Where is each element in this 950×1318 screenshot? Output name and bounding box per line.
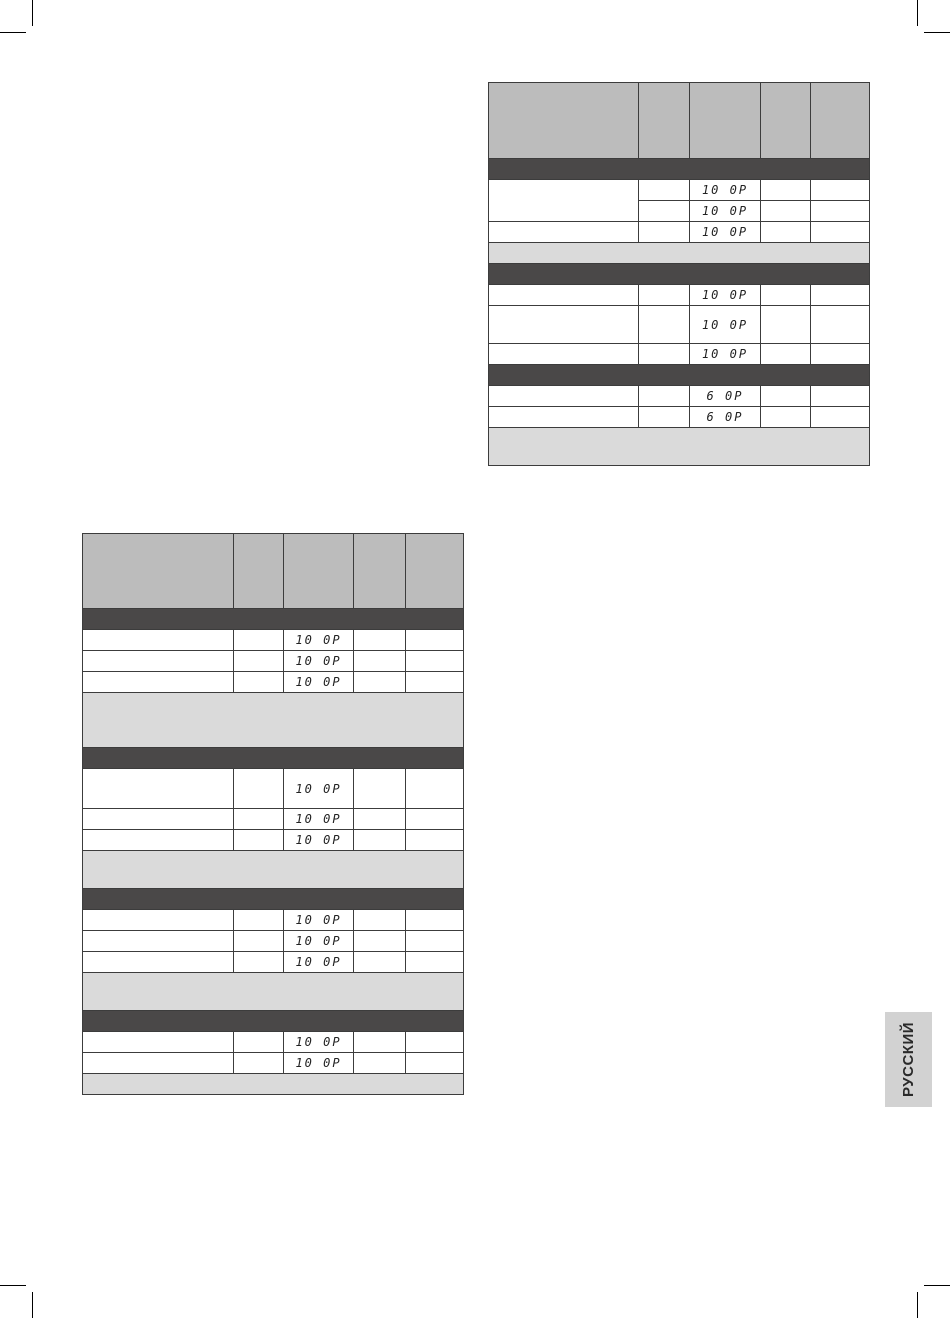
program-table-left (82, 533, 464, 1095)
section-row (489, 159, 870, 180)
note-row (489, 243, 870, 264)
lcd-display: 10 0P (284, 630, 354, 651)
table-header (83, 534, 464, 609)
lcd-display: 10 0P (284, 830, 354, 851)
lcd-display: 10 0P (284, 931, 354, 952)
section-row (489, 264, 870, 285)
section-row (83, 1011, 464, 1032)
crop-mark-bottom-right-h (924, 1285, 950, 1286)
note-row (83, 851, 464, 889)
lcd-display: 10 0P (284, 809, 354, 830)
section-row (83, 889, 464, 910)
lcd-display: 10 0P (690, 222, 761, 243)
note-row (489, 428, 870, 466)
lcd-display: 6 0P (690, 407, 761, 428)
crop-mark-bottom-left (32, 1292, 33, 1318)
table-row (489, 386, 870, 407)
note-row (83, 973, 464, 1011)
lcd-display: 10 0P (690, 285, 761, 306)
table-row (489, 222, 870, 243)
crop-mark-top-left (32, 0, 33, 26)
lcd-display: 10 0P (690, 180, 761, 201)
table-row (83, 910, 464, 931)
crop-mark-top-left-h (0, 32, 26, 33)
lcd-display: 10 0P (284, 1053, 354, 1074)
table-header (489, 83, 870, 159)
table-row (83, 630, 464, 651)
table-row (489, 344, 870, 365)
lcd-display: 10 0P (284, 952, 354, 973)
crop-mark-top-right (917, 0, 918, 26)
lcd-display: 10 0P (284, 769, 354, 809)
table-row (83, 672, 464, 693)
table-row (489, 180, 870, 201)
table-row (83, 809, 464, 830)
lcd-display: 10 0P (284, 651, 354, 672)
section-row (489, 365, 870, 386)
table-row (83, 931, 464, 952)
table-row (83, 769, 464, 809)
lcd-display: 10 0P (284, 910, 354, 931)
note-row (83, 693, 464, 748)
note-row (83, 1074, 464, 1095)
lcd-display: 10 0P (284, 1032, 354, 1053)
lcd-display: 10 0P (690, 306, 761, 344)
language-tab-label: РУССКИЙ (900, 1021, 917, 1098)
section-row (83, 609, 464, 630)
table-row (83, 1053, 464, 1074)
lcd-display: 10 0P (690, 201, 761, 222)
language-tab (885, 1012, 932, 1107)
crop-mark-bottom-left-h (0, 1285, 26, 1286)
table-row (489, 306, 870, 344)
lcd-display: 10 0P (690, 344, 761, 365)
section-row (83, 748, 464, 769)
table-row (489, 285, 870, 306)
crop-mark-bottom-right (917, 1292, 918, 1318)
program-table-right (488, 82, 870, 466)
table-row (489, 407, 870, 428)
lcd-display: 10 0P (284, 672, 354, 693)
lcd-display: 6 0P (690, 386, 761, 407)
table-row (83, 830, 464, 851)
crop-mark-top-right-h (924, 32, 950, 33)
table-row (83, 952, 464, 973)
table-row (83, 1032, 464, 1053)
table-row (83, 651, 464, 672)
